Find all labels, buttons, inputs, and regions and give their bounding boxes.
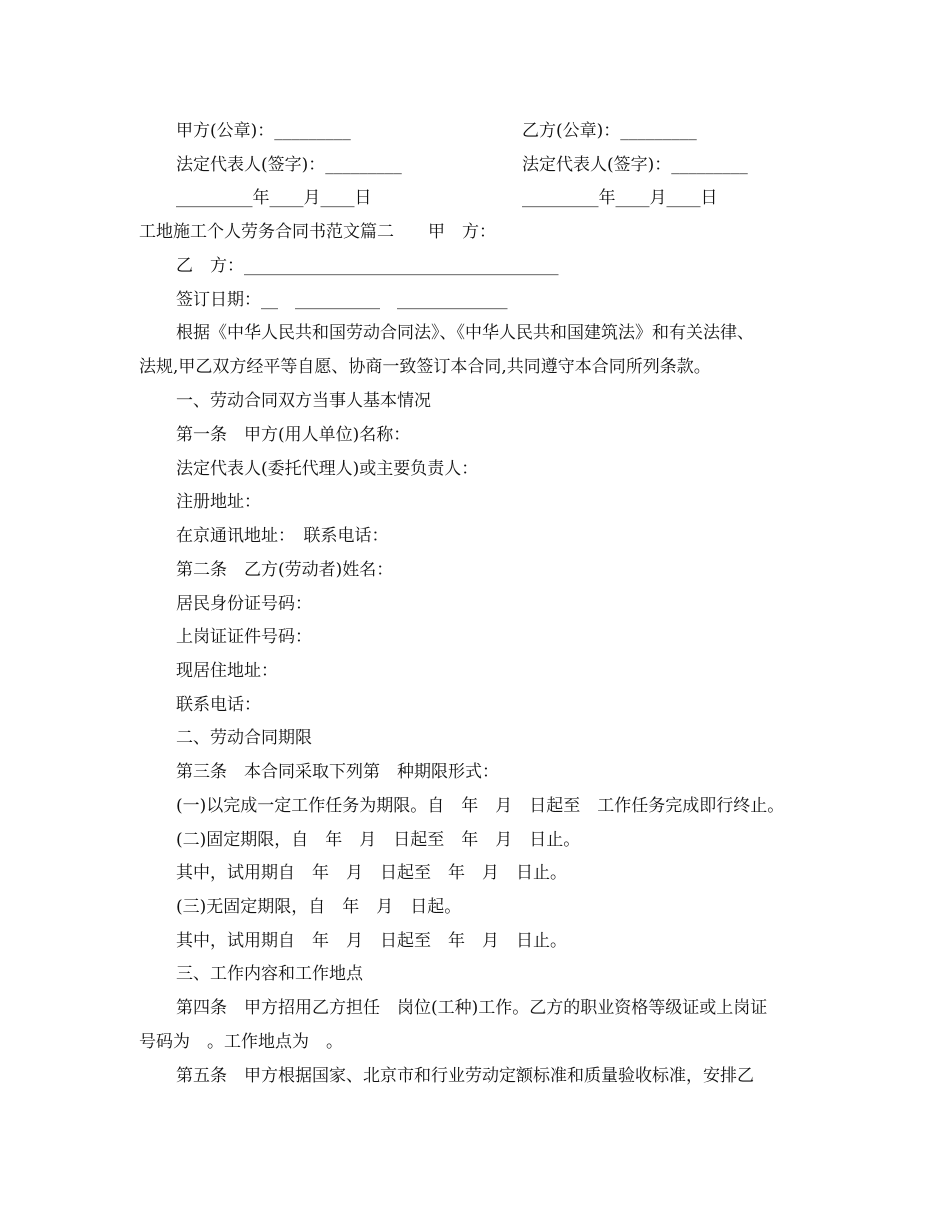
probation-line-1: 其中，试用期自 年 月 日起至 年 月 日止。 [176, 863, 567, 883]
registered-address-field: 注册地址： [176, 492, 261, 512]
section-heading-3: 三、工作内容和工作地点 [176, 964, 363, 984]
article-1: 第一条 甲方(用人单位)名称： [176, 425, 411, 445]
party-a-rep-line: 法定代表人(签字)：_________ [176, 155, 402, 175]
party-b-seal-line: 乙方(公章)：_________ [522, 121, 697, 141]
party-b-line: 乙 方：_____________________________________ [176, 256, 559, 276]
party-a-seal-line: 甲方(公章)：_________ [176, 121, 351, 141]
section-heading-1: 一、劳动合同双方当事人基本情况 [176, 391, 431, 411]
current-address-field: 现居住地址： [176, 661, 278, 681]
sign-date-line: 签订日期：__ __________ _____________ [176, 290, 508, 310]
term-option-2: (二)固定期限，自 年 月 日起至 年 月 日止。 [176, 830, 581, 850]
term-option-3: (三)无固定期限，自 年 月 日起。 [176, 897, 462, 917]
article-2: 第二条 乙方(劳动者)姓名： [176, 560, 394, 580]
legal-rep-field: 法定代表人(委托代理人)或主要负责人： [176, 459, 479, 479]
beijing-address-field: 在京通讯地址： 联系电话： [176, 526, 389, 546]
article-3: 第三条 本合同采取下列第 种期限形式： [176, 762, 499, 782]
id-number-field: 居民身份证号码： [176, 594, 312, 614]
intro-paragraph-line-2: 法规,甲乙双方经平等自愿、协商一致签订本合同,共同遵守本合同所列条款。 [139, 357, 711, 377]
article-4-line-1: 第四条 甲方招用乙方担任 岗位(工种)工作。乙方的职业资格等级证或上岗证 [176, 998, 768, 1018]
party-b-rep-line: 法定代表人(签字)：_________ [522, 155, 748, 175]
phone-field: 联系电话： [176, 695, 261, 715]
section-heading-2: 二、劳动合同期限 [176, 728, 312, 748]
party-a-date-line: _________年____月____日 [176, 188, 372, 208]
probation-line-2: 其中，试用期自 年 月 日起至 年 月 日止。 [176, 931, 567, 951]
article-4-line-2: 号码为 。工作地点为 。 [139, 1032, 343, 1052]
party-b-date-line: _________年____月____日 [522, 188, 718, 208]
intro-paragraph-line-1: 根据《中华人民共和国劳动合同法》、《中华人民共和国建筑法》和有关法律、 [176, 323, 754, 343]
document-heading: 工地施工个人劳务合同书范文篇二 甲 方： [139, 222, 496, 242]
term-option-1: (一)以完成一定工作任务为期限。自 年 月 日起至 工作任务完成即行终止。 [176, 796, 785, 816]
article-5-line-1: 第五条 甲方根据国家、北京市和行业劳动定额标准和质量验收标准，安排乙 [176, 1066, 754, 1086]
certificate-number-field: 上岗证证件号码： [176, 627, 312, 647]
